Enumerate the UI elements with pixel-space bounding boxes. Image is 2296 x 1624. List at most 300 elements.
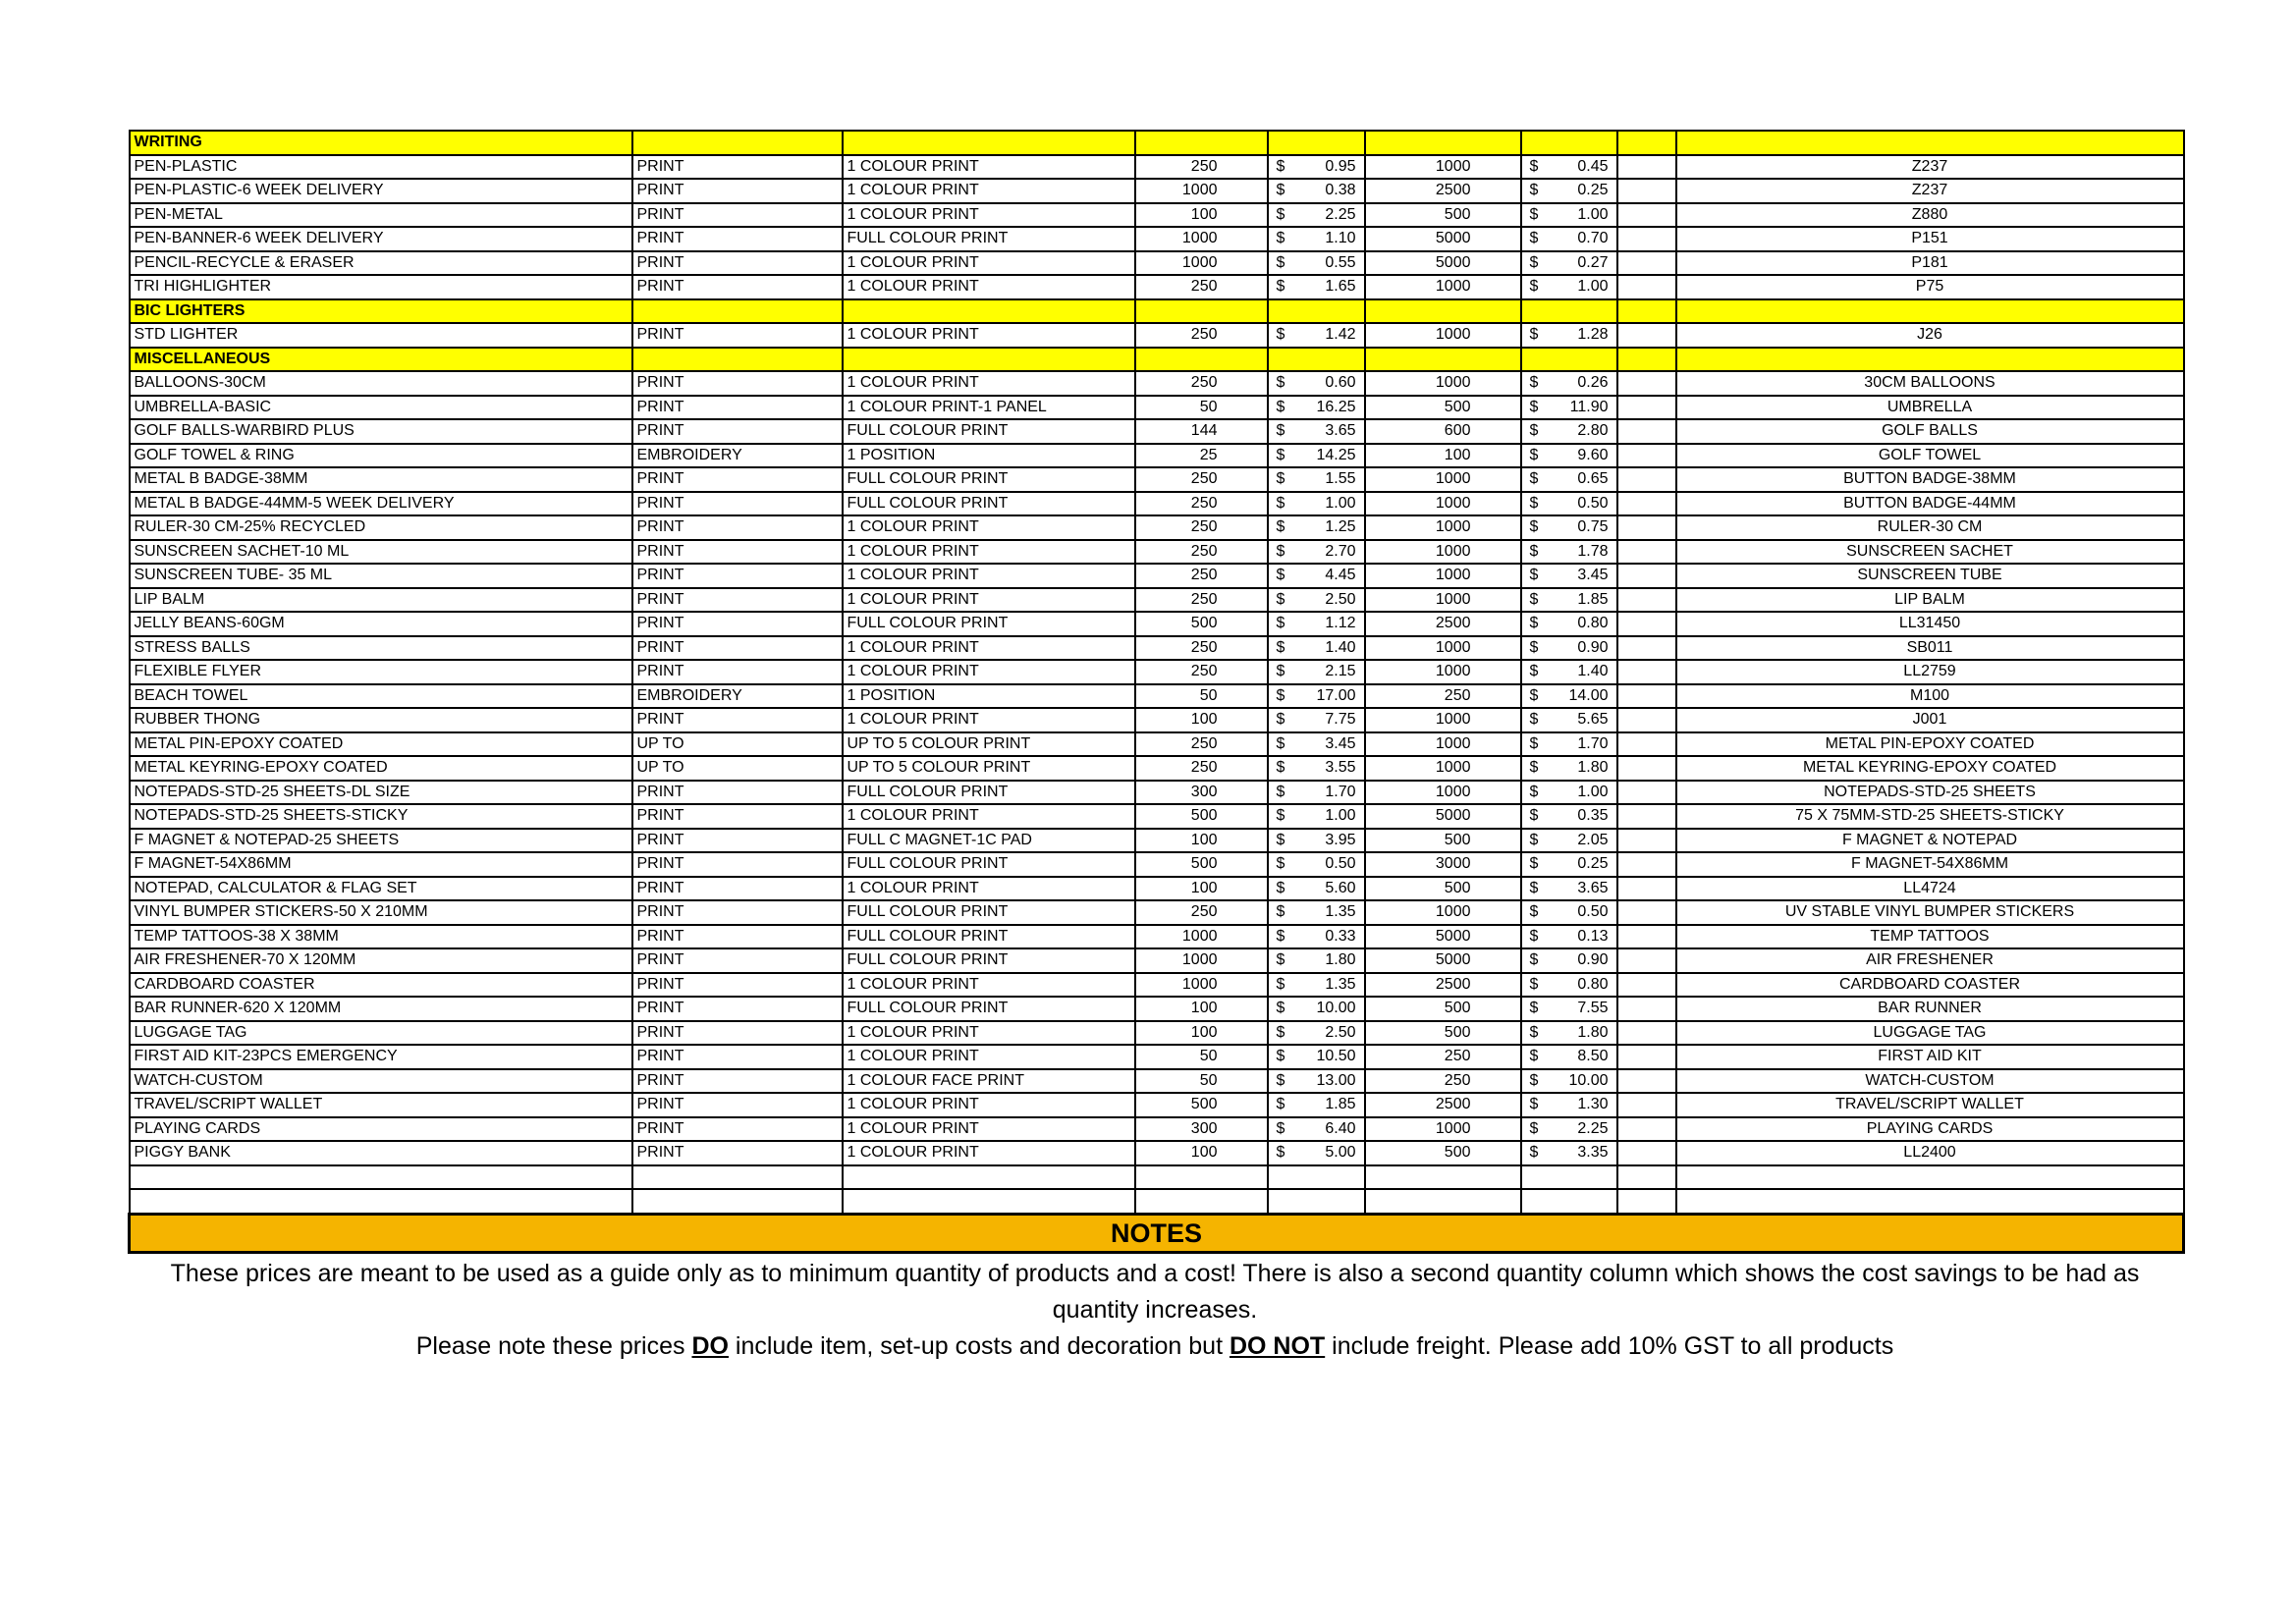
price-amount: 0.25: [1577, 182, 1609, 199]
product-name: PENCIL-RECYCLE & ERASER: [130, 251, 632, 276]
price-amount: 10.50: [1316, 1048, 1356, 1065]
min-quantity: 1000: [1135, 227, 1268, 251]
product-code: LIP BALM: [1676, 588, 2184, 613]
unit-price-min: [1268, 660, 1365, 684]
empty-cell: [130, 1189, 632, 1214]
empty-cell: [1617, 540, 1676, 565]
product-code: CARDBOARD COASTER: [1676, 973, 2184, 998]
price-amount: 1.80: [1325, 951, 1356, 969]
unit-price-min: [1268, 684, 1365, 709]
price-amount: 3.45: [1577, 567, 1609, 584]
product-name: FIRST AID KIT-23PCS EMERGENCY: [130, 1045, 632, 1069]
price-amount: 1.35: [1325, 903, 1356, 921]
currency-symbol: $: [1529, 542, 1539, 560]
notes-line-2-a: Please note these prices: [415, 1331, 692, 1360]
currency-symbol: $: [1529, 446, 1539, 463]
min-quantity: 250: [1135, 660, 1268, 684]
empty-cell: [1676, 1189, 2184, 1214]
currency-symbol: $: [1529, 638, 1539, 656]
currency-symbol: $: [1276, 1048, 1285, 1065]
table-row: [130, 275, 2184, 299]
product-name: STRESS BALLS: [130, 636, 632, 661]
currency-symbol: $: [1276, 230, 1285, 247]
decoration-method: PRINT: [632, 467, 843, 492]
category-empty-cell: [1676, 299, 2184, 324]
empty-cell: [1676, 1165, 2184, 1190]
empty-cell: [1617, 612, 1676, 636]
product-code: LUGGAGE TAG: [1676, 1021, 2184, 1046]
product-code: SUNSCREEN TUBE: [1676, 564, 2184, 588]
table-row: [130, 515, 2184, 540]
price-amount: 0.60: [1325, 374, 1356, 392]
price-amount: 1.55: [1325, 470, 1356, 488]
notes-line-2-c: include freight. Please add 10% GST to all products: [1325, 1331, 1894, 1360]
table-row: [130, 973, 2184, 998]
unit-price-min: [1268, 467, 1365, 492]
price-amount: 0.50: [1577, 903, 1609, 921]
min-quantity: 500: [1135, 852, 1268, 877]
currency-symbol: $: [1529, 518, 1539, 536]
print-option: FULL COLOUR PRINT: [843, 492, 1135, 516]
product-code: UV STABLE VINYL BUMPER STICKERS: [1676, 900, 2184, 925]
product-code: LL2400: [1676, 1141, 2184, 1165]
empty-cell: [1617, 756, 1676, 781]
second-quantity: 100: [1365, 444, 1521, 468]
price-amount: 0.90: [1577, 638, 1609, 656]
min-quantity: 250: [1135, 323, 1268, 348]
product-code: F MAGNET-54X86MM: [1676, 852, 2184, 877]
second-quantity: 500: [1365, 203, 1521, 228]
print-option: 1 COLOUR PRINT: [843, 660, 1135, 684]
price-amount: 0.95: [1325, 157, 1356, 175]
category-empty-cell: [1365, 131, 1521, 155]
second-quantity: 500: [1365, 1021, 1521, 1046]
decoration-method: PRINT: [632, 515, 843, 540]
currency-symbol: $: [1529, 855, 1539, 873]
table-row: [130, 732, 2184, 757]
print-option: FULL COLOUR PRINT: [843, 925, 1135, 949]
second-quantity: 5000: [1365, 227, 1521, 251]
min-quantity: 25: [1135, 444, 1268, 468]
decoration-method: PRINT: [632, 973, 843, 998]
currency-symbol: $: [1276, 1096, 1285, 1113]
decoration-method: PRINT: [632, 612, 843, 636]
unit-price-min: [1268, 900, 1365, 925]
price-amount: 1.40: [1577, 663, 1609, 680]
decoration-method: PRINT: [632, 251, 843, 276]
table-row: [130, 660, 2184, 684]
empty-cell: [1617, 564, 1676, 588]
currency-symbol: $: [1529, 783, 1539, 800]
table-row: [130, 564, 2184, 588]
second-quantity: 1000: [1365, 1117, 1521, 1142]
second-quantity: 1000: [1365, 323, 1521, 348]
currency-symbol: $: [1276, 398, 1285, 415]
category-empty-cell: [1268, 131, 1365, 155]
product-name: FLEXIBLE FLYER: [130, 660, 632, 684]
empty-cell: [1617, 877, 1676, 901]
product-name: METAL PIN-EPOXY COATED: [130, 732, 632, 757]
empty-cell: [1617, 155, 1676, 180]
currency-symbol: $: [1276, 253, 1285, 271]
unit-price-min: [1268, 852, 1365, 877]
notes-body: [128, 1256, 2182, 1365]
unit-price-second: [1521, 660, 1617, 684]
category-empty-cell: [1365, 348, 1521, 372]
decoration-method: PRINT: [632, 708, 843, 732]
print-option: 1 COLOUR PRINT: [843, 973, 1135, 998]
print-option: 1 COLOUR PRINT: [843, 179, 1135, 203]
decoration-method: PRINT: [632, 323, 843, 348]
product-name: VINYL BUMPER STICKERS-50 X 210MM: [130, 900, 632, 925]
product-code: BUTTON BADGE-38MM: [1676, 467, 2184, 492]
table-row: [130, 684, 2184, 709]
unit-price-second: [1521, 492, 1617, 516]
unit-price-min: [1268, 1045, 1365, 1069]
price-amount: 2.80: [1577, 422, 1609, 440]
unit-price-min: [1268, 1093, 1365, 1117]
currency-symbol: $: [1276, 278, 1285, 296]
print-option: FULL COLOUR PRINT: [843, 997, 1135, 1021]
price-amount: 1.30: [1577, 1096, 1609, 1113]
category-row: [130, 299, 2184, 324]
unit-price-min: [1268, 588, 1365, 613]
price-amount: 7.55: [1577, 1000, 1609, 1017]
price-amount: 0.50: [1577, 494, 1609, 512]
second-quantity: 5000: [1365, 251, 1521, 276]
unit-price-min: [1268, 781, 1365, 805]
unit-price-min: [1268, 708, 1365, 732]
price-amount: 1.70: [1325, 783, 1356, 800]
unit-price-second: [1521, 925, 1617, 949]
price-amount: 5.65: [1577, 711, 1609, 729]
category-label: WRITING: [130, 131, 632, 155]
unit-price-second: [1521, 419, 1617, 444]
print-option: UP TO 5 COLOUR PRINT: [843, 732, 1135, 757]
unit-price-min: [1268, 948, 1365, 973]
table-row: [130, 227, 2184, 251]
product-code: BAR RUNNER: [1676, 997, 2184, 1021]
currency-symbol: $: [1529, 205, 1539, 223]
currency-symbol: $: [1276, 542, 1285, 560]
category-empty-cell: [1135, 299, 1268, 324]
second-quantity: 1000: [1365, 660, 1521, 684]
currency-symbol: $: [1529, 1119, 1539, 1137]
price-amount: 2.25: [1577, 1119, 1609, 1137]
product-code: 30CM BALLOONS: [1676, 371, 2184, 396]
notes-line-1: These prices are meant to be used as a guide only as to minimum quantity of products and a cost! There is also a second quantity column which shows the cost savings to be had as quantity increases.: [170, 1259, 2140, 1324]
min-quantity: 100: [1135, 203, 1268, 228]
min-quantity: 250: [1135, 756, 1268, 781]
empty-cell: [1617, 708, 1676, 732]
decoration-method: PRINT: [632, 1093, 843, 1117]
second-quantity: 600: [1365, 419, 1521, 444]
decoration-method: PRINT: [632, 781, 843, 805]
second-quantity: 1000: [1365, 708, 1521, 732]
min-quantity: 250: [1135, 515, 1268, 540]
print-option: 1 COLOUR PRINT: [843, 371, 1135, 396]
currency-symbol: $: [1276, 494, 1285, 512]
min-quantity: 250: [1135, 636, 1268, 661]
currency-symbol: $: [1529, 951, 1539, 969]
unit-price-min: [1268, 829, 1365, 853]
category-empty-cell: [1268, 299, 1365, 324]
table-row: [130, 444, 2184, 468]
product-name: RUBBER THONG: [130, 708, 632, 732]
empty-cell: [1268, 1165, 1365, 1190]
category-empty-cell: [632, 131, 843, 155]
price-amount: 3.55: [1325, 759, 1356, 777]
second-quantity: 1000: [1365, 636, 1521, 661]
print-option: UP TO 5 COLOUR PRINT: [843, 756, 1135, 781]
category-row: [130, 348, 2184, 372]
min-quantity: 1000: [1135, 251, 1268, 276]
unit-price-min: [1268, 155, 1365, 180]
min-quantity: 250: [1135, 588, 1268, 613]
min-quantity: 100: [1135, 708, 1268, 732]
unit-price-min: [1268, 925, 1365, 949]
product-name: RULER-30 CM-25% RECYCLED: [130, 515, 632, 540]
price-amount: 0.26: [1577, 374, 1609, 392]
product-code: WATCH-CUSTOM: [1676, 1069, 2184, 1094]
product-name: GOLF TOWEL & RING: [130, 444, 632, 468]
currency-symbol: $: [1276, 1000, 1285, 1017]
product-code: 75 X 75MM-STD-25 SHEETS-STICKY: [1676, 804, 2184, 829]
second-quantity: 1000: [1365, 492, 1521, 516]
price-amount: 1.00: [1577, 205, 1609, 223]
price-amount: 0.80: [1577, 615, 1609, 632]
unit-price-min: [1268, 877, 1365, 901]
unit-price-second: [1521, 1141, 1617, 1165]
unit-price-second: [1521, 732, 1617, 757]
currency-symbol: $: [1276, 686, 1285, 704]
min-quantity: 1000: [1135, 925, 1268, 949]
second-quantity: 2500: [1365, 179, 1521, 203]
product-code: Z237: [1676, 155, 2184, 180]
min-quantity: 250: [1135, 900, 1268, 925]
price-amount: 3.65: [1325, 422, 1356, 440]
empty-cell: [1617, 275, 1676, 299]
unit-price-second: [1521, 900, 1617, 925]
min-quantity: 100: [1135, 997, 1268, 1021]
min-quantity: 100: [1135, 1021, 1268, 1046]
product-name: PEN-PLASTIC: [130, 155, 632, 180]
unit-price-min: [1268, 419, 1365, 444]
empty-cell: [130, 1165, 632, 1190]
empty-cell: [1617, 467, 1676, 492]
empty-cell: [1617, 948, 1676, 973]
empty-cell: [1521, 1165, 1617, 1190]
empty-cell: [1617, 1069, 1676, 1094]
product-name: PIGGY BANK: [130, 1141, 632, 1165]
product-name: LUGGAGE TAG: [130, 1021, 632, 1046]
print-option: FULL COLOUR PRINT: [843, 612, 1135, 636]
min-quantity: 50: [1135, 1045, 1268, 1069]
second-quantity: 500: [1365, 396, 1521, 420]
second-quantity: 250: [1365, 1045, 1521, 1069]
print-option: 1 COLOUR PRINT: [843, 588, 1135, 613]
currency-symbol: $: [1276, 951, 1285, 969]
empty-cell: [1617, 973, 1676, 998]
min-quantity: 300: [1135, 1117, 1268, 1142]
unit-price-min: [1268, 636, 1365, 661]
second-quantity: 500: [1365, 829, 1521, 853]
unit-price-second: [1521, 612, 1617, 636]
blank-row: [130, 1165, 2184, 1190]
price-amount: 3.65: [1577, 879, 1609, 896]
product-name: PEN-METAL: [130, 203, 632, 228]
min-quantity: 300: [1135, 781, 1268, 805]
print-option: 1 COLOUR PRINT: [843, 1045, 1135, 1069]
table-row: [130, 636, 2184, 661]
product-code: TEMP TATTOOS: [1676, 925, 2184, 949]
unit-price-second: [1521, 444, 1617, 468]
unit-price-min: [1268, 612, 1365, 636]
currency-symbol: $: [1529, 470, 1539, 488]
empty-cell: [1617, 1045, 1676, 1069]
currency-symbol: $: [1276, 879, 1285, 896]
unit-price-min: [1268, 804, 1365, 829]
table-row: [130, 1021, 2184, 1046]
empty-cell: [1617, 179, 1676, 203]
unit-price-second: [1521, 829, 1617, 853]
currency-symbol: $: [1276, 374, 1285, 392]
second-quantity: 5000: [1365, 925, 1521, 949]
second-quantity: 1000: [1365, 275, 1521, 299]
empty-cell: [1617, 804, 1676, 829]
print-option: FULL COLOUR PRINT: [843, 900, 1135, 925]
table-row: [130, 756, 2184, 781]
product-code: J26: [1676, 323, 2184, 348]
unit-price-second: [1521, 396, 1617, 420]
empty-cell: [1617, 396, 1676, 420]
unit-price-min: [1268, 564, 1365, 588]
price-amount: 10.00: [1568, 1071, 1609, 1089]
empty-cell: [1617, 900, 1676, 925]
min-quantity: 250: [1135, 467, 1268, 492]
print-option: 1 COLOUR PRINT: [843, 564, 1135, 588]
unit-price-second: [1521, 684, 1617, 709]
currency-symbol: $: [1276, 1071, 1285, 1089]
price-amount: 11.90: [1569, 398, 1609, 415]
empty-cell: [1617, 1189, 1676, 1214]
product-code: METAL PIN-EPOXY COATED: [1676, 732, 2184, 757]
table-row: [130, 419, 2184, 444]
empty-cell: [1617, 1093, 1676, 1117]
blank-row: [130, 1189, 2184, 1214]
unit-price-min: [1268, 515, 1365, 540]
price-amount: 2.05: [1577, 831, 1609, 848]
decoration-method: PRINT: [632, 877, 843, 901]
print-option: 1 COLOUR PRINT: [843, 877, 1135, 901]
decoration-method: EMBROIDERY: [632, 444, 843, 468]
second-quantity: 1000: [1365, 756, 1521, 781]
price-amount: 1.70: [1577, 734, 1609, 752]
price-amount: 2.50: [1325, 1023, 1356, 1041]
price-amount: 2.50: [1325, 590, 1356, 608]
min-quantity: 50: [1135, 396, 1268, 420]
min-quantity: 50: [1135, 1069, 1268, 1094]
decoration-method: PRINT: [632, 419, 843, 444]
currency-symbol: $: [1529, 686, 1539, 704]
category-empty-cell: [1521, 348, 1617, 372]
price-amount: 1.78: [1577, 542, 1609, 560]
unit-price-second: [1521, 756, 1617, 781]
currency-symbol: $: [1276, 446, 1285, 463]
product-code: GOLF TOWEL: [1676, 444, 2184, 468]
product-code: P75: [1676, 275, 2184, 299]
currency-symbol: $: [1529, 278, 1539, 296]
price-amount: 3.95: [1325, 831, 1356, 848]
currency-symbol: $: [1529, 1048, 1539, 1065]
decoration-method: PRINT: [632, 1045, 843, 1069]
decoration-method: PRINT: [632, 227, 843, 251]
currency-symbol: $: [1529, 734, 1539, 752]
second-quantity: 1000: [1365, 155, 1521, 180]
decoration-method: PRINT: [632, 588, 843, 613]
product-name: GOLF BALLS-WARBIRD PLUS: [130, 419, 632, 444]
price-amount: 14.25: [1316, 446, 1356, 463]
currency-symbol: $: [1529, 1023, 1539, 1041]
min-quantity: 250: [1135, 732, 1268, 757]
min-quantity: 250: [1135, 155, 1268, 180]
currency-symbol: $: [1529, 230, 1539, 247]
price-amount: 0.75: [1577, 518, 1609, 536]
empty-cell: [1135, 1189, 1268, 1214]
empty-cell: [1617, 323, 1676, 348]
decoration-method: PRINT: [632, 396, 843, 420]
currency-symbol: $: [1529, 182, 1539, 199]
currency-symbol: $: [1276, 567, 1285, 584]
min-quantity: 1000: [1135, 179, 1268, 203]
currency-symbol: $: [1276, 157, 1285, 175]
currency-symbol: $: [1529, 615, 1539, 632]
empty-cell: [1617, 636, 1676, 661]
price-amount: 1.42: [1325, 326, 1356, 344]
currency-symbol: $: [1276, 734, 1285, 752]
product-name: JELLY BEANS-60GM: [130, 612, 632, 636]
currency-symbol: $: [1529, 711, 1539, 729]
min-quantity: 1000: [1135, 948, 1268, 973]
second-quantity: 250: [1365, 684, 1521, 709]
table-row: [130, 900, 2184, 925]
table-row: [130, 179, 2184, 203]
decoration-method: PRINT: [632, 925, 843, 949]
price-amount: 1.00: [1577, 278, 1609, 296]
table-row: [130, 467, 2184, 492]
currency-symbol: $: [1276, 927, 1285, 945]
decoration-method: PRINT: [632, 900, 843, 925]
category-empty-cell: [1521, 299, 1617, 324]
price-amount: 3.45: [1325, 734, 1356, 752]
currency-symbol: $: [1276, 518, 1285, 536]
print-option: FULL COLOUR PRINT: [843, 419, 1135, 444]
product-name: SUNSCREEN SACHET-10 ML: [130, 540, 632, 565]
price-amount: 0.13: [1577, 927, 1609, 945]
unit-price-second: [1521, 323, 1617, 348]
unit-price-second: [1521, 467, 1617, 492]
price-amount: 2.15: [1325, 663, 1356, 680]
category-empty-cell: [1521, 131, 1617, 155]
second-quantity: 1000: [1365, 515, 1521, 540]
product-code: SB011: [1676, 636, 2184, 661]
currency-symbol: $: [1276, 831, 1285, 848]
unit-price-second: [1521, 203, 1617, 228]
price-amount: 1.80: [1577, 759, 1609, 777]
price-amount: 4.45: [1325, 567, 1356, 584]
table-row: [130, 997, 2184, 1021]
unit-price-second: [1521, 1117, 1617, 1142]
